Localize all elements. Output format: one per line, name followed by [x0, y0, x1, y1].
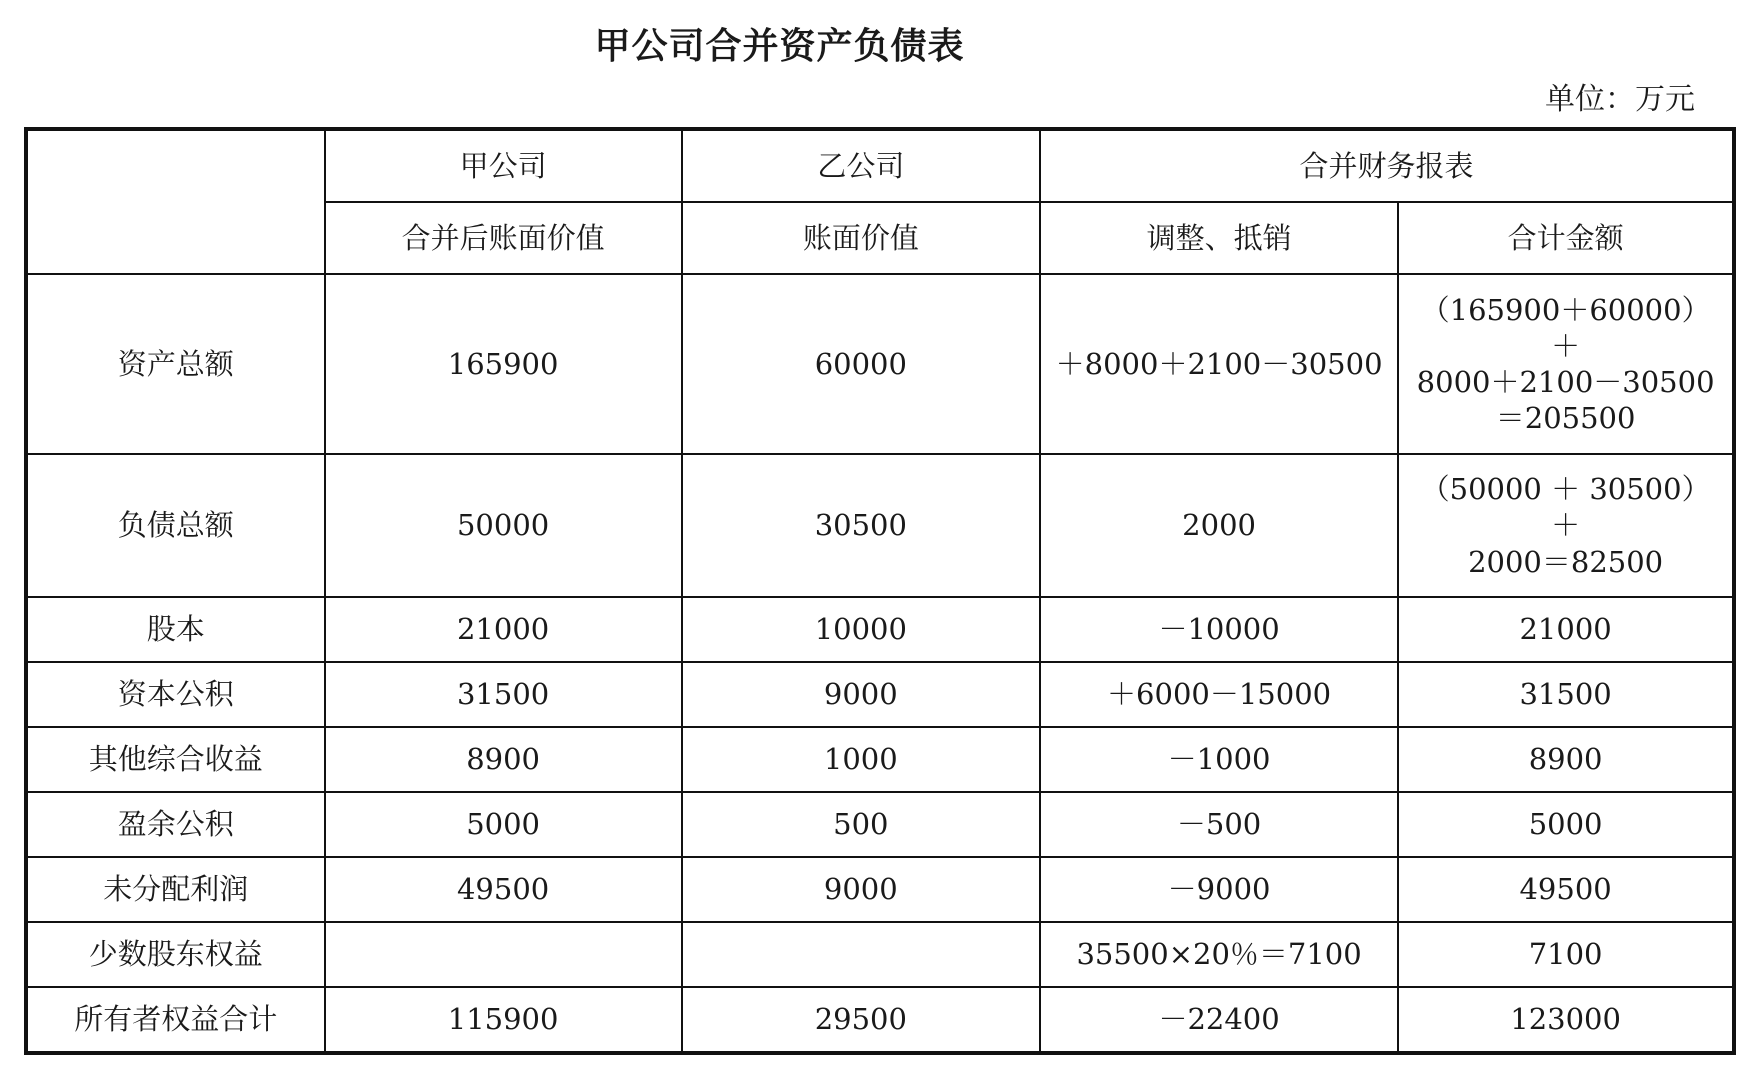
table-row: [26, 274, 1734, 454]
cell-company-a: 115900: [325, 987, 682, 1053]
table-row: [26, 454, 1734, 597]
cell-adjust: ＋8000＋2100－30500: [1040, 274, 1398, 454]
cell-total: 8900: [1398, 727, 1734, 792]
cell-company-a: 5000: [325, 792, 682, 857]
cell-company-a: 49500: [325, 857, 682, 922]
cell-company-a: 8900: [325, 727, 682, 792]
cell-company-b: 30500: [682, 454, 1040, 597]
cell-company-a: 165900: [325, 274, 682, 454]
cell-total: 49500: [1398, 857, 1734, 922]
header-row-1: [26, 129, 1734, 202]
cell-total: 31500: [1398, 662, 1734, 727]
table-row: [26, 987, 1734, 1053]
cell-total: [1398, 274, 1734, 454]
cell-total-line: （165900＋60000）＋: [1420, 292, 1711, 363]
unit-label: 单位：万元: [1545, 82, 1695, 117]
header-corner-cell: [26, 129, 325, 274]
header-adjust: 调整、抵销: [1040, 202, 1398, 274]
cell-company-b: 60000: [682, 274, 1040, 454]
cell-company-b: [682, 922, 1040, 987]
table-row: [26, 857, 1734, 922]
cell-total: 123000: [1398, 987, 1734, 1053]
cell-adjust: －10000: [1040, 597, 1398, 662]
cell-company-a: 21000: [325, 597, 682, 662]
header-company-b: 乙公司: [682, 129, 1040, 202]
cell-company-b: 29500: [682, 987, 1040, 1053]
table-row: [26, 792, 1734, 857]
cell-total-line: ＝205500: [1495, 401, 1636, 436]
row-label: 资产总额: [26, 274, 325, 454]
table-title: 甲公司合并资产负债表: [594, 26, 965, 67]
table-row: [26, 727, 1734, 792]
table-row: [26, 662, 1734, 727]
cell-adjust: －9000: [1040, 857, 1398, 922]
row-label: 盈余公积: [26, 792, 325, 857]
row-label: 负债总额: [26, 454, 325, 597]
cell-adjust: 2000: [1040, 454, 1398, 597]
cell-total: 7100: [1398, 922, 1734, 987]
row-label: 所有者权益合计: [26, 987, 325, 1053]
header-total: 合计金额: [1398, 202, 1734, 274]
cell-company-a: 50000: [325, 454, 682, 597]
table-row: [26, 597, 1734, 662]
cell-total-line: 8000＋2100－30500: [1416, 365, 1715, 399]
cell-adjust: 35500×20％＝7100: [1040, 922, 1398, 987]
cell-total: 5000: [1398, 792, 1734, 857]
cell-company-a: [325, 922, 682, 987]
table-row: [26, 922, 1734, 987]
cell-company-b: 10000: [682, 597, 1040, 662]
cell-company-b: 9000: [682, 662, 1040, 727]
cell-total-line: （50000 ＋ 30500）＋: [1420, 472, 1711, 543]
header-company-a: 甲公司: [325, 129, 682, 202]
cell-company-b: 500: [682, 792, 1040, 857]
cell-total: [1398, 454, 1734, 597]
cell-adjust: －500: [1040, 792, 1398, 857]
header-a-sub: 合并后账面价值: [325, 202, 682, 274]
cell-company-b: 1000: [682, 727, 1040, 792]
cell-adjust: ＋6000－15000: [1040, 662, 1398, 727]
header-consolidated: 合并财务报表: [1040, 129, 1734, 202]
row-label: 未分配利润: [26, 857, 325, 922]
cell-total: 21000: [1398, 597, 1734, 662]
row-label: 其他综合收益: [26, 727, 325, 792]
cell-company-b: 9000: [682, 857, 1040, 922]
cell-adjust: －1000: [1040, 727, 1398, 792]
cell-company-a: 31500: [325, 662, 682, 727]
consolidated-balance-sheet-table: [24, 127, 1736, 1055]
row-label: 股本: [26, 597, 325, 662]
row-label: 少数股东权益: [26, 922, 325, 987]
cell-adjust: －22400: [1040, 987, 1398, 1053]
cell-total-line: 2000＝82500: [1468, 544, 1664, 579]
row-label: 资本公积: [26, 662, 325, 727]
header-b-sub: 账面价值: [682, 202, 1040, 274]
